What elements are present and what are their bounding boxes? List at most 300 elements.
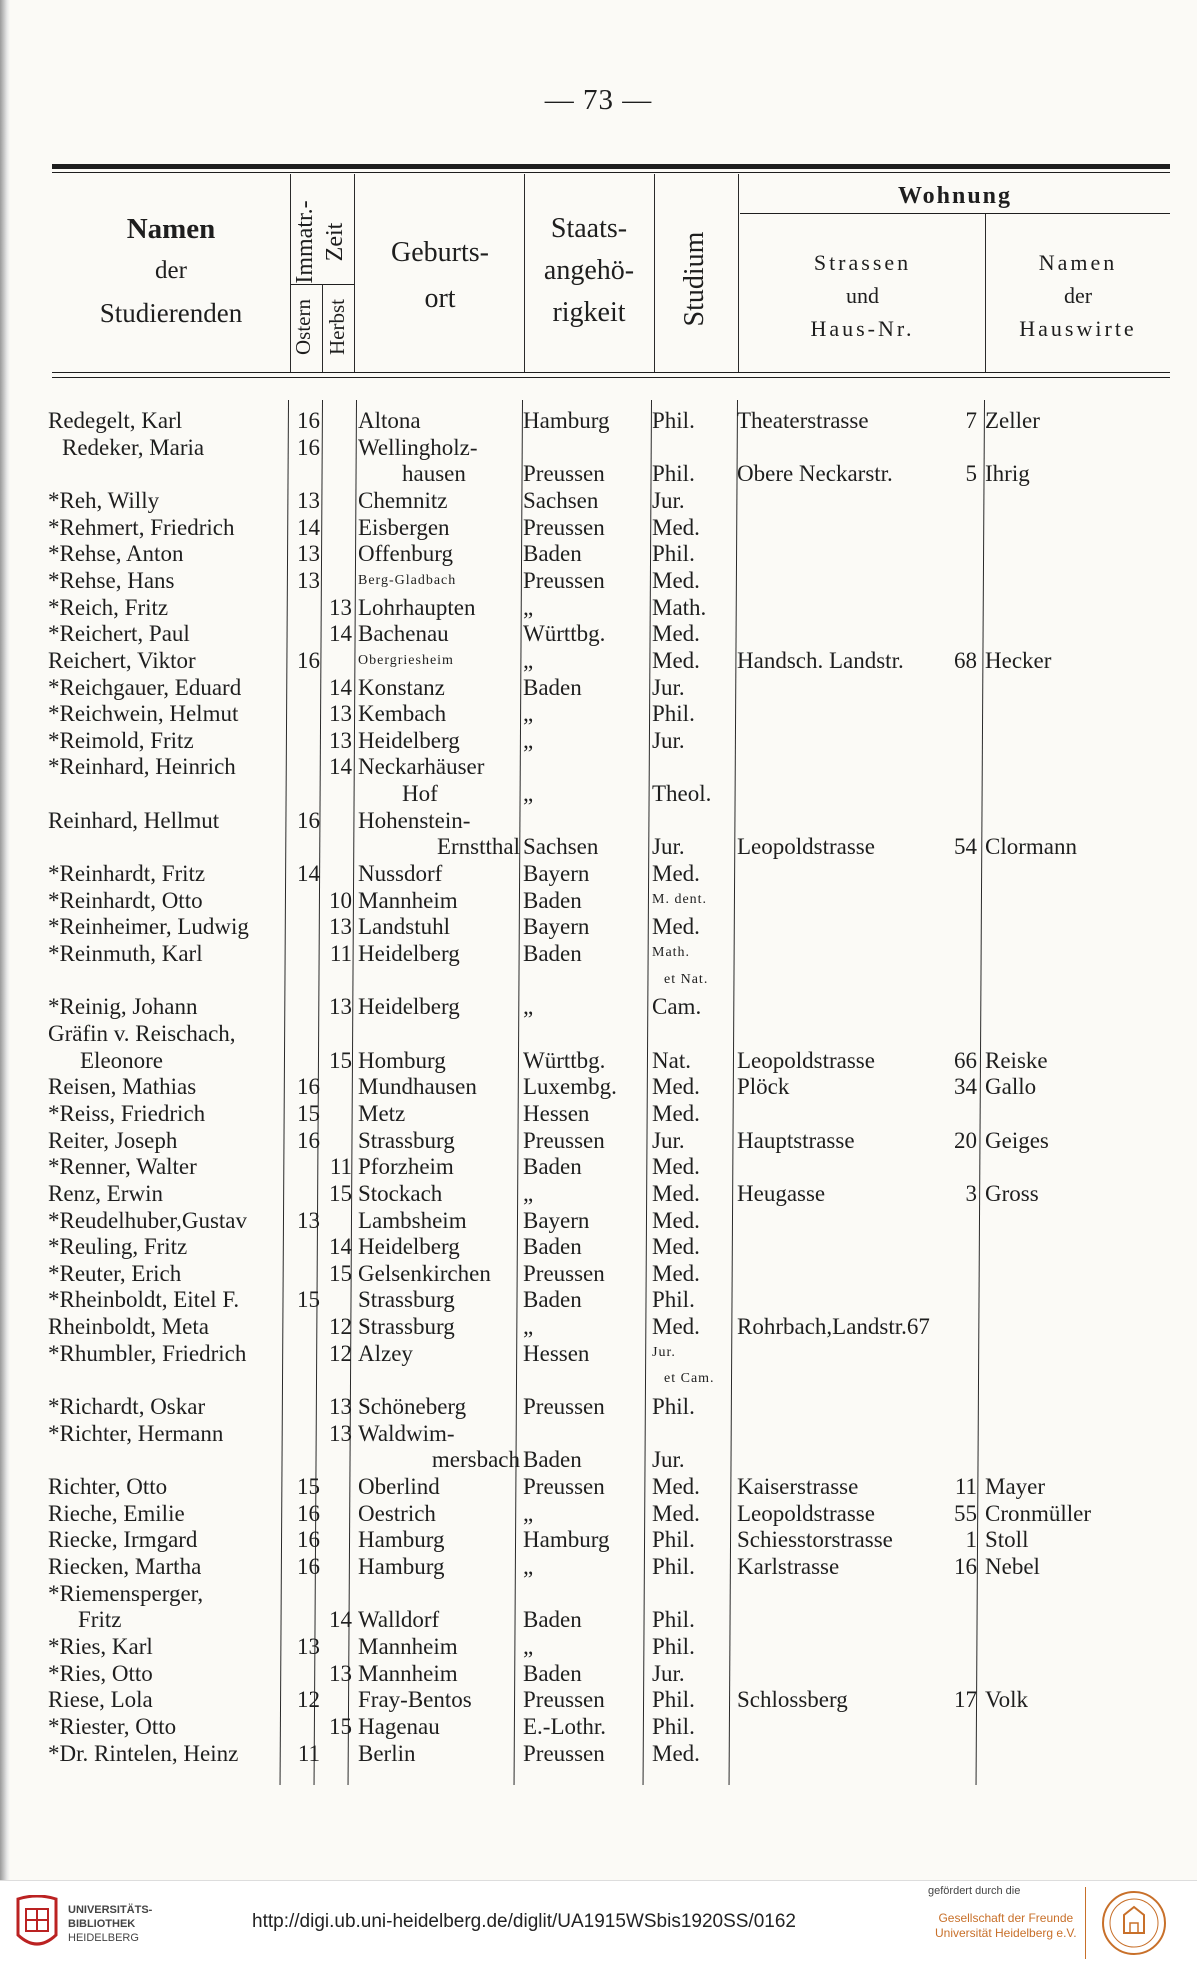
footer-divider — [1085, 1887, 1086, 1959]
student-name: *Reinhardt, Fritz — [48, 861, 206, 887]
nationality: Preussen — [523, 1260, 605, 1286]
field-of-study: Cam. — [652, 994, 702, 1020]
street-address: Schlossberg — [737, 1687, 848, 1713]
student-name: *Riester, Otto — [48, 1713, 177, 1739]
nationality: „ — [523, 1500, 534, 1526]
field-of-study: Phil. — [652, 1553, 695, 1579]
birthplace: Heidelberg — [358, 727, 460, 753]
student-name: Rheinboldt, Meta — [48, 1314, 209, 1340]
header-studium: Studium — [679, 231, 710, 327]
landlord-name: Clormann — [985, 834, 1077, 860]
immatr-herbst: 13 — [329, 994, 352, 1020]
header-wirte-l1: Namen — [1038, 250, 1118, 275]
immatr-ostern: 11 — [297, 1740, 320, 1766]
header-strassen-l2: und — [846, 283, 879, 308]
header-namen-l3: Studierenden — [99, 298, 243, 328]
birthplace: Nussdorf — [358, 861, 443, 887]
nationality: Baden — [523, 1154, 582, 1180]
student-name: *Reuling, Fritz — [48, 1234, 188, 1260]
student-name: Riecke, Irmgard — [48, 1527, 198, 1553]
nationality: Bayern — [523, 1207, 590, 1233]
immatr-ostern: 16 — [297, 1074, 320, 1100]
birthplace: Altona — [358, 408, 421, 433]
immatr-ostern: 15 — [297, 1474, 320, 1499]
birthplace: Alzey — [358, 1340, 413, 1366]
header-strassen — [740, 246, 985, 345]
birthplace: Eisbergen — [358, 514, 450, 540]
birthplace: Heidelberg — [358, 1234, 460, 1260]
immatr-ostern: 12 — [297, 1687, 320, 1713]
student-name: Renz, Erwin — [48, 1180, 163, 1206]
immatr-ostern: 16 — [297, 1553, 320, 1579]
nationality: Hamburg — [523, 1527, 610, 1553]
col-line — [514, 400, 523, 1785]
field-of-study: Phil. — [652, 1527, 695, 1553]
nationality: Hessen — [523, 1340, 590, 1366]
student-name: Eleonore — [80, 1047, 164, 1073]
field-of-study: Med. — [652, 1474, 700, 1499]
street-address: Leopoldstrasse — [737, 834, 875, 860]
nationality: Preussen — [523, 514, 605, 540]
street-address: Karlstrasse — [737, 1553, 840, 1579]
immatr-ostern: 13 — [297, 487, 320, 513]
header-geburtsort — [356, 230, 524, 322]
field-of-study: Med. — [652, 1207, 700, 1233]
header-geburtsort-l2: ort — [424, 283, 456, 314]
house-number: 55 — [954, 1500, 977, 1526]
birthplace: Hamburg — [358, 1527, 445, 1553]
street-address: Handsch. Landstr. — [737, 647, 904, 673]
nationality: Sachsen — [523, 834, 599, 860]
field-of-study: Jur. — [652, 834, 685, 860]
immatr-ostern: 16 — [297, 647, 320, 673]
header-hauswirte — [986, 246, 1170, 345]
birthplace: Mannheim — [358, 1633, 458, 1659]
house-number: 68 — [954, 647, 977, 673]
student-name: Reichert, Viktor — [48, 647, 196, 673]
landlord-name: Gallo — [985, 1074, 1037, 1100]
birthplace: Kembach — [358, 701, 447, 727]
immatr-herbst: 13 — [329, 914, 352, 940]
nationality: Bayern — [523, 861, 590, 887]
student-name: *Reichert, Paul — [48, 621, 190, 647]
landlord-name: Reiske — [985, 1047, 1048, 1073]
birthplace: Waldwim- — [358, 1420, 455, 1446]
nationality: Baden — [523, 1234, 582, 1260]
landlord-name: Hecker — [985, 647, 1052, 673]
immatr-ostern: 16 — [297, 434, 320, 460]
landlord-name: Gross — [985, 1180, 1039, 1206]
student-name: *Rehmert, Friedrich — [48, 514, 235, 540]
landlord-name: Volk — [985, 1687, 1029, 1713]
field-of-study: Med. — [652, 514, 700, 540]
immatr-herbst: 13 — [329, 1420, 352, 1446]
house-number: 66 — [954, 1047, 977, 1073]
student-name: *Riemensperger, — [48, 1580, 204, 1606]
nationality: „ — [523, 1180, 534, 1206]
field-of-study: Med. — [652, 1074, 700, 1100]
university-seal-icon — [1100, 1889, 1168, 1957]
birthplace: Konstanz — [358, 674, 445, 700]
immatr-herbst: 10 — [329, 887, 352, 913]
birthplace: Gelsenkirchen — [358, 1260, 491, 1286]
birthplace: Obergriesheim — [358, 652, 454, 668]
landlord-name: Stoll — [985, 1527, 1029, 1553]
immatr-herbst: 15 — [329, 1713, 352, 1739]
header-namen-l1: Namen — [126, 213, 216, 245]
house-number: 1 — [965, 1527, 977, 1553]
birthplace: hausen — [402, 461, 466, 487]
sponsor-name-l2: Universität Heidelberg e.V. — [935, 1926, 1077, 1940]
nationality: Luxembg. — [523, 1074, 617, 1100]
header-geburtsort-l1: Geburts- — [391, 237, 489, 268]
student-name: *Rehse, Anton — [48, 541, 184, 567]
birthplace: Homburg — [358, 1047, 446, 1073]
immatr-ostern: 13 — [297, 541, 320, 567]
nationality: Württbg. — [523, 1047, 606, 1073]
student-name: *Reinmuth, Karl — [48, 941, 203, 966]
col-line — [738, 174, 739, 372]
nationality: „ — [523, 781, 534, 807]
birthplace: Heidelberg — [358, 941, 460, 966]
student-name: *Richardt, Oskar — [48, 1394, 206, 1420]
immatr-herbst: 13 — [329, 727, 352, 753]
birthplace: Hagenau — [358, 1713, 440, 1739]
col-line — [354, 174, 355, 372]
library-name — [68, 1903, 152, 1945]
sponsor-name-l1: Gesellschaft der Freunde — [938, 1911, 1074, 1925]
birthplace: Oestrich — [358, 1500, 436, 1526]
immatr-ostern: 15 — [297, 1287, 320, 1313]
street-address: Heugasse — [737, 1180, 826, 1206]
field-of-study: Jur. — [652, 727, 685, 753]
house-number: 16 — [954, 1553, 977, 1579]
header-namen — [52, 208, 290, 334]
student-name: Fritz — [78, 1607, 122, 1633]
library-name-l1: UNIVERSITÄTS- — [68, 1904, 153, 1916]
field-of-study: Med. — [652, 1234, 700, 1260]
student-name: *Rheinboldt, Eitel F. — [48, 1287, 240, 1313]
house-number: 3 — [965, 1180, 977, 1206]
birthplace: Ernstthal — [436, 834, 520, 860]
header-strassen-l3: Haus-Nr. — [810, 316, 915, 341]
nationality: Bayern — [523, 914, 590, 940]
field-of-study: Phil. — [652, 1607, 695, 1633]
student-name: *Dr. Rintelen, Heinz — [48, 1740, 239, 1766]
immatr-ostern: 14 — [297, 861, 320, 887]
student-name: Riecken, Martha — [48, 1553, 202, 1579]
field-of-study: Math. — [652, 945, 691, 960]
nationality: Baden — [523, 1447, 582, 1473]
nationality: Baden — [523, 1287, 582, 1313]
birthplace: Chemnitz — [358, 487, 448, 513]
field-of-study: Med. — [652, 1740, 700, 1766]
nationality: Baden — [523, 941, 582, 966]
student-name: Redeker, Maria — [62, 434, 205, 460]
birthplace: Hof — [402, 781, 438, 807]
student-name: *Richter, Hermann — [48, 1420, 224, 1446]
street-address: Leopoldstrasse — [737, 1500, 875, 1526]
field-of-study: Med. — [652, 1260, 700, 1286]
field-of-study: Med. — [652, 1500, 700, 1526]
birthplace: Berg-Gladbach — [358, 572, 457, 588]
immatr-herbst: 14 — [329, 621, 352, 647]
student-name: *Ries, Otto — [48, 1660, 153, 1686]
street-address: Hauptstrasse — [737, 1127, 855, 1153]
nationality: „ — [523, 1553, 534, 1579]
landlord-name: Geiges — [985, 1127, 1049, 1153]
birthplace: Offenburg — [358, 541, 453, 567]
library-name-l3: HEIDELBERG — [68, 1932, 139, 1944]
source-url-link[interactable]: http://digi.ub.uni-heidelberg.de/diglit/UA1915WSbis1920SS/0162 — [252, 1911, 796, 1932]
immatr-herbst: 12 — [329, 1314, 352, 1340]
col-line — [643, 400, 652, 1785]
nationality: Baden — [523, 1607, 582, 1633]
student-name: *Ries, Karl — [48, 1633, 153, 1659]
nationality: „ — [523, 994, 534, 1020]
birthplace: Mannheim — [358, 1660, 458, 1686]
header-bottom-rule — [52, 372, 1170, 373]
immatr-herbst: 14 — [329, 1234, 352, 1260]
immatr-ostern: 14 — [297, 514, 320, 540]
nationality: E.-Lothr. — [523, 1713, 607, 1739]
header-wohnung: Wohnung — [897, 183, 1013, 209]
nationality: „ — [523, 1633, 534, 1659]
birthplace: Mannheim — [358, 887, 458, 913]
header-immatr — [290, 187, 350, 297]
immatr-herbst: 14 — [329, 754, 352, 780]
student-name: *Rehse, Hans — [48, 567, 175, 593]
header-herbst: Herbst — [325, 299, 349, 355]
student-name: *Reinhardt, Otto — [48, 887, 203, 913]
nationality: „ — [523, 647, 534, 673]
birthplace: mersbach — [431, 1447, 520, 1473]
nationality: „ — [523, 701, 534, 727]
birthplace: Schöneberg — [358, 1394, 467, 1420]
library-name-l2: BIBLIOTHEK — [68, 1918, 136, 1930]
nationality: Preussen — [523, 1474, 605, 1499]
student-name: *Reinig, Johann — [48, 994, 198, 1020]
immatr-herbst: 11 — [329, 941, 352, 966]
student-name: Reiter, Joseph — [48, 1127, 178, 1153]
student-name: *Reinheimer, Ludwig — [48, 914, 249, 940]
house-number: 11 — [954, 1474, 977, 1499]
street-address: Leopoldstrasse — [737, 1047, 875, 1073]
header-staats-l2: angehö- — [543, 255, 635, 286]
nationality: Preussen — [523, 567, 605, 593]
footer-bar — [0, 1880, 1197, 1966]
birthplace: Bachenau — [358, 621, 449, 647]
header-staatsangehoerigkeit — [524, 208, 654, 334]
birthplace: Fray-Bentos — [358, 1687, 472, 1713]
birthplace: Heidelberg — [358, 994, 460, 1020]
field-of-study: Phil. — [652, 541, 695, 567]
student-name: Riese, Lola — [48, 1687, 153, 1713]
student-name: Redegelt, Karl — [48, 408, 183, 433]
field-of-study: Phil. — [652, 408, 695, 433]
landlord-name: Cronmüller — [985, 1500, 1092, 1526]
nationality: Baden — [523, 887, 582, 913]
header-ostern: Ostern — [291, 299, 315, 355]
field-of-study: Med. — [652, 567, 700, 593]
nationality: Sachsen — [523, 487, 599, 513]
field-of-study: Phil. — [652, 1394, 695, 1420]
col-line — [280, 400, 289, 1785]
immatr-herbst: 13 — [329, 701, 352, 727]
nationality: Preussen — [523, 461, 605, 487]
birthplace: Wellingholz- — [358, 434, 478, 460]
birthplace: Walldorf — [358, 1607, 440, 1633]
nationality: Hamburg — [523, 408, 610, 433]
immatr-herbst: 13 — [329, 1394, 352, 1420]
nationality: „ — [523, 594, 534, 620]
student-name: *Reichwein, Helmut — [48, 701, 239, 727]
student-name: *Reh, Willy — [48, 487, 160, 513]
immatr-ostern: 15 — [297, 1100, 320, 1126]
landlord-name: Nebel — [985, 1553, 1040, 1579]
header-immatr-l1: Immatr.- — [292, 200, 318, 284]
field-of-study: Jur. — [652, 487, 685, 513]
immatr-ostern: 13 — [297, 1633, 320, 1659]
sponsor-label: gefördert durch die — [928, 1885, 1021, 1897]
street-address: Kaiserstrasse — [737, 1474, 859, 1499]
house-number: 20 — [954, 1127, 977, 1153]
street-address: Schiesstorstrasse — [737, 1527, 893, 1553]
house-number: 7 — [965, 408, 977, 433]
field-of-study: Med. — [652, 1314, 700, 1340]
student-name: Richter, Otto — [48, 1474, 168, 1499]
field-of-study: Jur. — [652, 674, 685, 700]
field-of-study: Math. — [652, 594, 707, 620]
student-name: Reisen, Mathias — [48, 1074, 197, 1100]
page-number: — 73 — — [544, 84, 653, 116]
house-number: 34 — [954, 1074, 977, 1100]
house-number: 17 — [954, 1687, 977, 1713]
house-number: 5 — [965, 461, 977, 487]
field-of-study: Phil. — [652, 1633, 695, 1659]
birthplace: Metz — [358, 1100, 406, 1126]
birthplace: Berlin — [358, 1740, 416, 1766]
birthplace: Hohenstein- — [358, 807, 471, 833]
field-of-study: Phil. — [652, 1287, 695, 1313]
field-of-study: Jur. — [652, 1447, 685, 1473]
field-of-study: Phil. — [652, 701, 695, 727]
immatr-ostern: 13 — [297, 567, 320, 593]
nationality: Württbg. — [523, 621, 606, 647]
immatr-herbst: 15 — [329, 1047, 352, 1073]
student-name: Reinhard, Hellmut — [48, 807, 220, 833]
student-name: *Reich, Fritz — [48, 594, 169, 620]
field-of-study: Phil. — [652, 461, 695, 487]
nationality: Baden — [523, 1660, 582, 1686]
header-top-rule — [52, 164, 1170, 169]
field-of-study: et Cam. — [664, 1371, 715, 1387]
birthplace: Landstuhl — [358, 914, 450, 940]
student-name: Rieche, Emilie — [48, 1500, 185, 1526]
col-line — [322, 284, 323, 372]
street-address: Plöck — [737, 1074, 790, 1100]
field-of-study: Jur. — [652, 1344, 676, 1360]
street-address: Obere Neckarstr. — [737, 461, 893, 487]
field-of-study: Med. — [652, 621, 700, 647]
immatr-herbst: 13 — [329, 594, 352, 620]
immatr-herbst: 13 — [329, 1660, 352, 1686]
birthplace: Stockach — [358, 1180, 443, 1206]
immatr-ostern: 16 — [297, 408, 320, 433]
immatr-ostern: 16 — [297, 1500, 320, 1526]
field-of-study: Med. — [652, 861, 700, 887]
student-name: *Rhumbler, Friedrich — [48, 1340, 247, 1366]
immatr-ostern: 13 — [297, 1207, 320, 1233]
nationality: Preussen — [523, 1127, 605, 1153]
header-strassen-l1: Strassen — [813, 250, 912, 275]
street-address: Theaterstrasse — [737, 408, 869, 433]
house-number: 54 — [954, 834, 977, 860]
scan-edge — [0, 0, 10, 1880]
student-name: *Reiss, Friedrich — [48, 1100, 206, 1126]
field-of-study: Jur. — [652, 1660, 685, 1686]
field-of-study: Med. — [652, 914, 700, 940]
field-of-study: Jur. — [652, 1127, 685, 1153]
header-immatr-l2: Zeit — [322, 222, 348, 262]
student-name: *Reinhard, Heinrich — [48, 754, 236, 780]
birthplace: Mundhausen — [358, 1074, 477, 1100]
birthplace: Pforzheim — [358, 1154, 454, 1180]
nationality: Baden — [523, 674, 582, 700]
field-of-study: Med. — [652, 1154, 700, 1180]
nationality: „ — [523, 727, 534, 753]
street-address: Rohrbach,Landstr.67 — [737, 1314, 930, 1340]
field-of-study: et Nat. — [664, 971, 709, 987]
nationality: Preussen — [523, 1394, 605, 1420]
immatr-herbst: 11 — [329, 1154, 352, 1180]
field-of-study: Nat. — [652, 1047, 691, 1073]
header-wirte-l2: der — [1063, 283, 1093, 308]
nationality: Baden — [523, 541, 582, 567]
field-of-study: Phil. — [652, 1713, 695, 1739]
immatr-ostern: 16 — [297, 807, 320, 833]
birthplace: Strassburg — [358, 1127, 455, 1153]
immatr-ostern: 16 — [297, 1127, 320, 1153]
landlord-name: Ihrig — [985, 461, 1030, 487]
header-wirte-l3: Hauswirte — [1019, 316, 1137, 341]
header-top-rule-thin — [52, 172, 1170, 173]
nationality: Preussen — [523, 1740, 605, 1766]
landlord-name: Zeller — [985, 408, 1040, 433]
immatr-herbst: 15 — [329, 1260, 352, 1286]
header-staats-l1: Staats- — [550, 213, 628, 244]
birthplace: Lohrhaupten — [358, 594, 476, 620]
field-of-study: Med. — [652, 647, 700, 673]
birthplace: Hamburg — [358, 1553, 445, 1579]
nationality: Preussen — [523, 1687, 605, 1713]
field-of-study: Phil. — [652, 1687, 695, 1713]
col-line — [654, 174, 655, 372]
header-bottom-rule-2 — [52, 377, 1170, 378]
immatr-herbst: 14 — [329, 1607, 352, 1633]
birthplace: Lambsheim — [358, 1207, 467, 1233]
field-of-study: Theol. — [652, 781, 712, 807]
library-logo-icon — [12, 1895, 62, 1953]
student-name: Gräfin v. Reischach, — [48, 1020, 236, 1046]
landlord-name: Mayer — [985, 1474, 1046, 1499]
nationality: „ — [523, 1314, 534, 1340]
field-of-study: M. dent. — [652, 891, 708, 907]
immatr-ostern: 16 — [297, 1527, 320, 1553]
birthplace: Oberlind — [358, 1474, 440, 1499]
header-staats-l3: rigkeit — [552, 297, 626, 328]
birthplace: Strassburg — [358, 1314, 455, 1340]
